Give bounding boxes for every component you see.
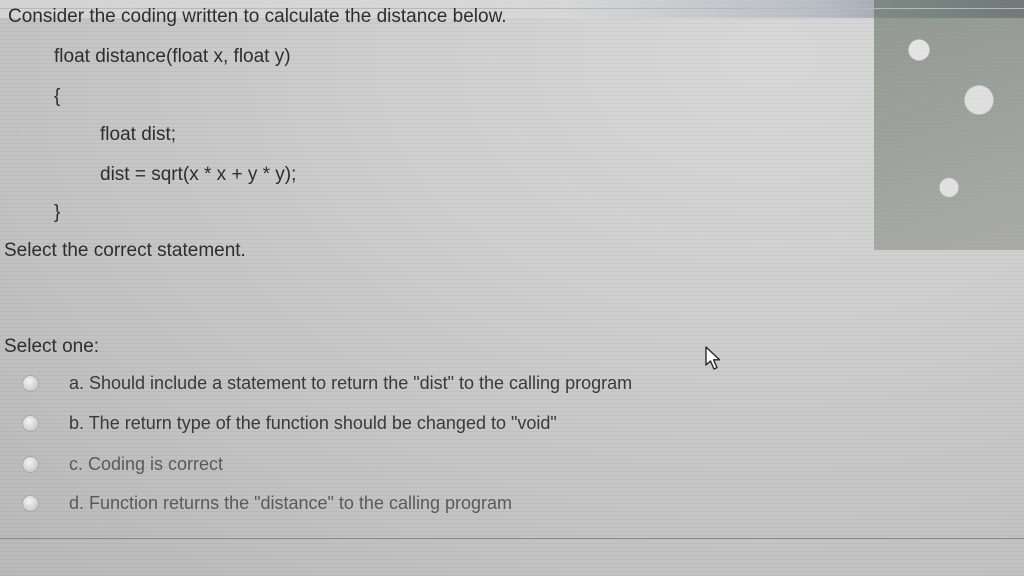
answer-option-c-label[interactable]: c. Coding is correct	[69, 453, 224, 474]
radio-button-c[interactable]	[22, 456, 39, 473]
radio-button-a[interactable]	[22, 375, 39, 392]
question-instruction: Select the correct statement.	[4, 240, 246, 261]
answer-option-c[interactable]	[8, 451, 223, 477]
answer-option-b-label[interactable]: b. The return type of the function should be changed to "void"	[69, 412, 557, 433]
answer-option-a-label[interactable]: a. Should include a statement to return the "dist" to the calling program	[69, 372, 633, 393]
select-one-label: Select one:	[4, 336, 100, 357]
background-photo-edge	[874, 0, 1024, 250]
mouse-pointer-icon	[702, 345, 724, 371]
code-line-open-brace: {	[54, 86, 61, 107]
code-line-declaration: float dist;	[100, 124, 177, 145]
answer-option-d[interactable]	[8, 490, 512, 516]
code-line-assignment: dist = sqrt(x * x + y * y);	[100, 164, 297, 185]
answer-option-b[interactable]	[8, 410, 557, 436]
bottom-divider	[0, 538, 1024, 539]
code-line-signature: float distance(float x, float y)	[54, 46, 291, 67]
answer-option-d-label[interactable]: d. Function returns the "distance" to the calling program	[69, 492, 513, 513]
code-line-close-brace: }	[54, 202, 61, 223]
answer-option-a[interactable]	[8, 370, 632, 396]
radio-button-d[interactable]	[22, 495, 39, 512]
radio-button-b[interactable]	[22, 415, 39, 432]
question-intro: Consider the coding written to calculate the distance below.	[8, 6, 507, 27]
